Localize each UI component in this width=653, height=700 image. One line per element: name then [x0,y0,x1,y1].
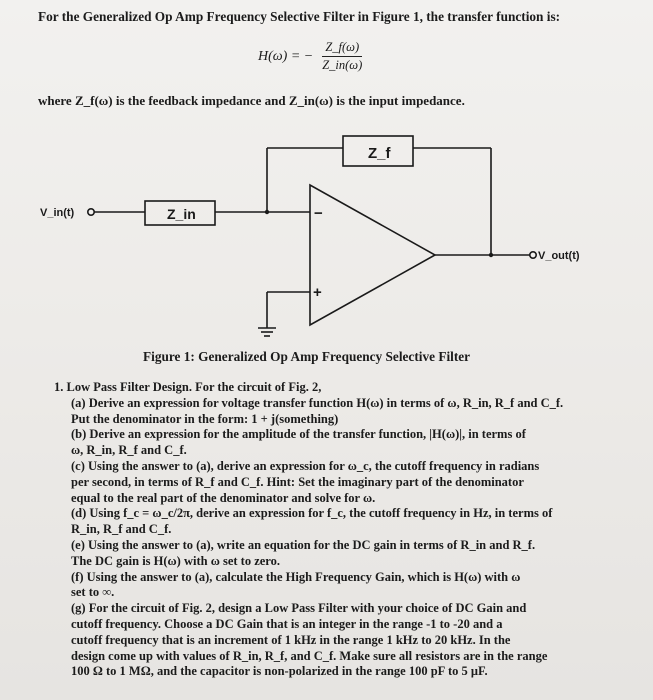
part-e-line-1: (e) Using the answer to (a), write an equation for the DC gain in terms of R_in and R_f. [71,537,536,552]
equation-lhs: H(ω) = − [258,48,314,64]
question-block [54,380,639,680]
junction-dot-output [489,253,493,257]
part-d [71,506,639,538]
zf-label: Z_f [368,145,391,162]
equation-denominator: Z_in(ω) [322,58,363,72]
zin-label: Z_in [167,206,196,222]
junction-dot-input [265,210,269,214]
part-b [71,427,639,459]
part-g-line-2: cutoff frequency. Choose a DC Gain that is an integer in the range -1 to -20 and a [71,616,503,631]
part-b-line-1: (b) Derive an expression for the amplitude of the transfer function, |H(ω)|, in terms of [71,427,526,442]
part-g-line-3: cutoff frequency that is an increment of 1 kHz in the range 1 kHz to 20 kHz. In the [71,632,511,647]
part-a [71,396,639,428]
part-f-line-1: (f) Using the answer to (a), calculate the High Frequency Gain, which is H(ω) with ω [71,569,521,584]
where-text: where Z_f(ω) is the feedback impedance and Z_in(ω) is the input impedance. [38,93,465,108]
part-c-line-2: per second, in terms of R_f and C_f. Hint: Set the imaginary part of the denominator [71,474,524,489]
op-amp-triangle [310,185,435,325]
part-c-line-1: (c) Using the answer to (a), derive an expression for ω_c, the cutoff frequency in radians [71,458,540,473]
op-amp-circuit-diagram [0,0,653,345]
vin-terminal [88,209,94,215]
part-c-line-3: equal to the real part of the denominator and solve for ω. [71,490,376,505]
part-a-line-2: Put the denominator in the form: 1 + j(something) [71,411,339,426]
part-e [71,538,639,570]
noninverting-input-sign: + [313,284,322,301]
part-c [71,459,639,506]
part-g-line-5: 100 Ω to 1 MΩ, and the capacitor is non-polarized in the range 100 pF to 5 μF. [71,664,488,679]
part-f-line-2: set to ∞. [71,585,115,600]
part-e-line-2: The DC gain is H(ω) with ω set to zero. [71,553,280,568]
part-a-line-1: (a) Derive an expression for voltage transfer function H(ω) in terms of ω, R_in, R_f and C_f. [71,395,564,410]
part-f [71,570,639,602]
equation-numerator: Z_f(ω) [322,40,362,57]
part-g-line-1: (g) For the circuit of Fig. 2, design a Low Pass Filter with your choice of DC Gain and [71,601,527,616]
intro-text: For the Generalized Op Amp Frequency Selective Filter in Figure 1, the transfer function is: [38,9,561,24]
part-d-line-2: R_in, R_f and C_f. [71,522,172,537]
figure-caption: Figure 1: Generalized Op Amp Frequency Selective Filter [143,349,471,364]
vout-terminal [530,252,536,258]
part-g-line-4: design come up with values of R_in, R_f, and C_f. Make sure all resistors are in the range [71,648,548,663]
vin-label: V_in(t) [40,207,75,219]
part-b-line-2: ω, R_in, R_f and C_f. [71,443,187,458]
inverting-input-sign: − [314,205,323,222]
part-g [71,601,639,680]
question-heading: 1. Low Pass Filter Design. For the circuit of Fig. 2, [54,380,322,394]
part-d-line-1: (d) Using f_c = ω_c/2π, derive an expression for f_c, the cutoff frequency in Hz, in terms of [71,506,553,521]
vout-label: V_out(t) [538,250,580,262]
